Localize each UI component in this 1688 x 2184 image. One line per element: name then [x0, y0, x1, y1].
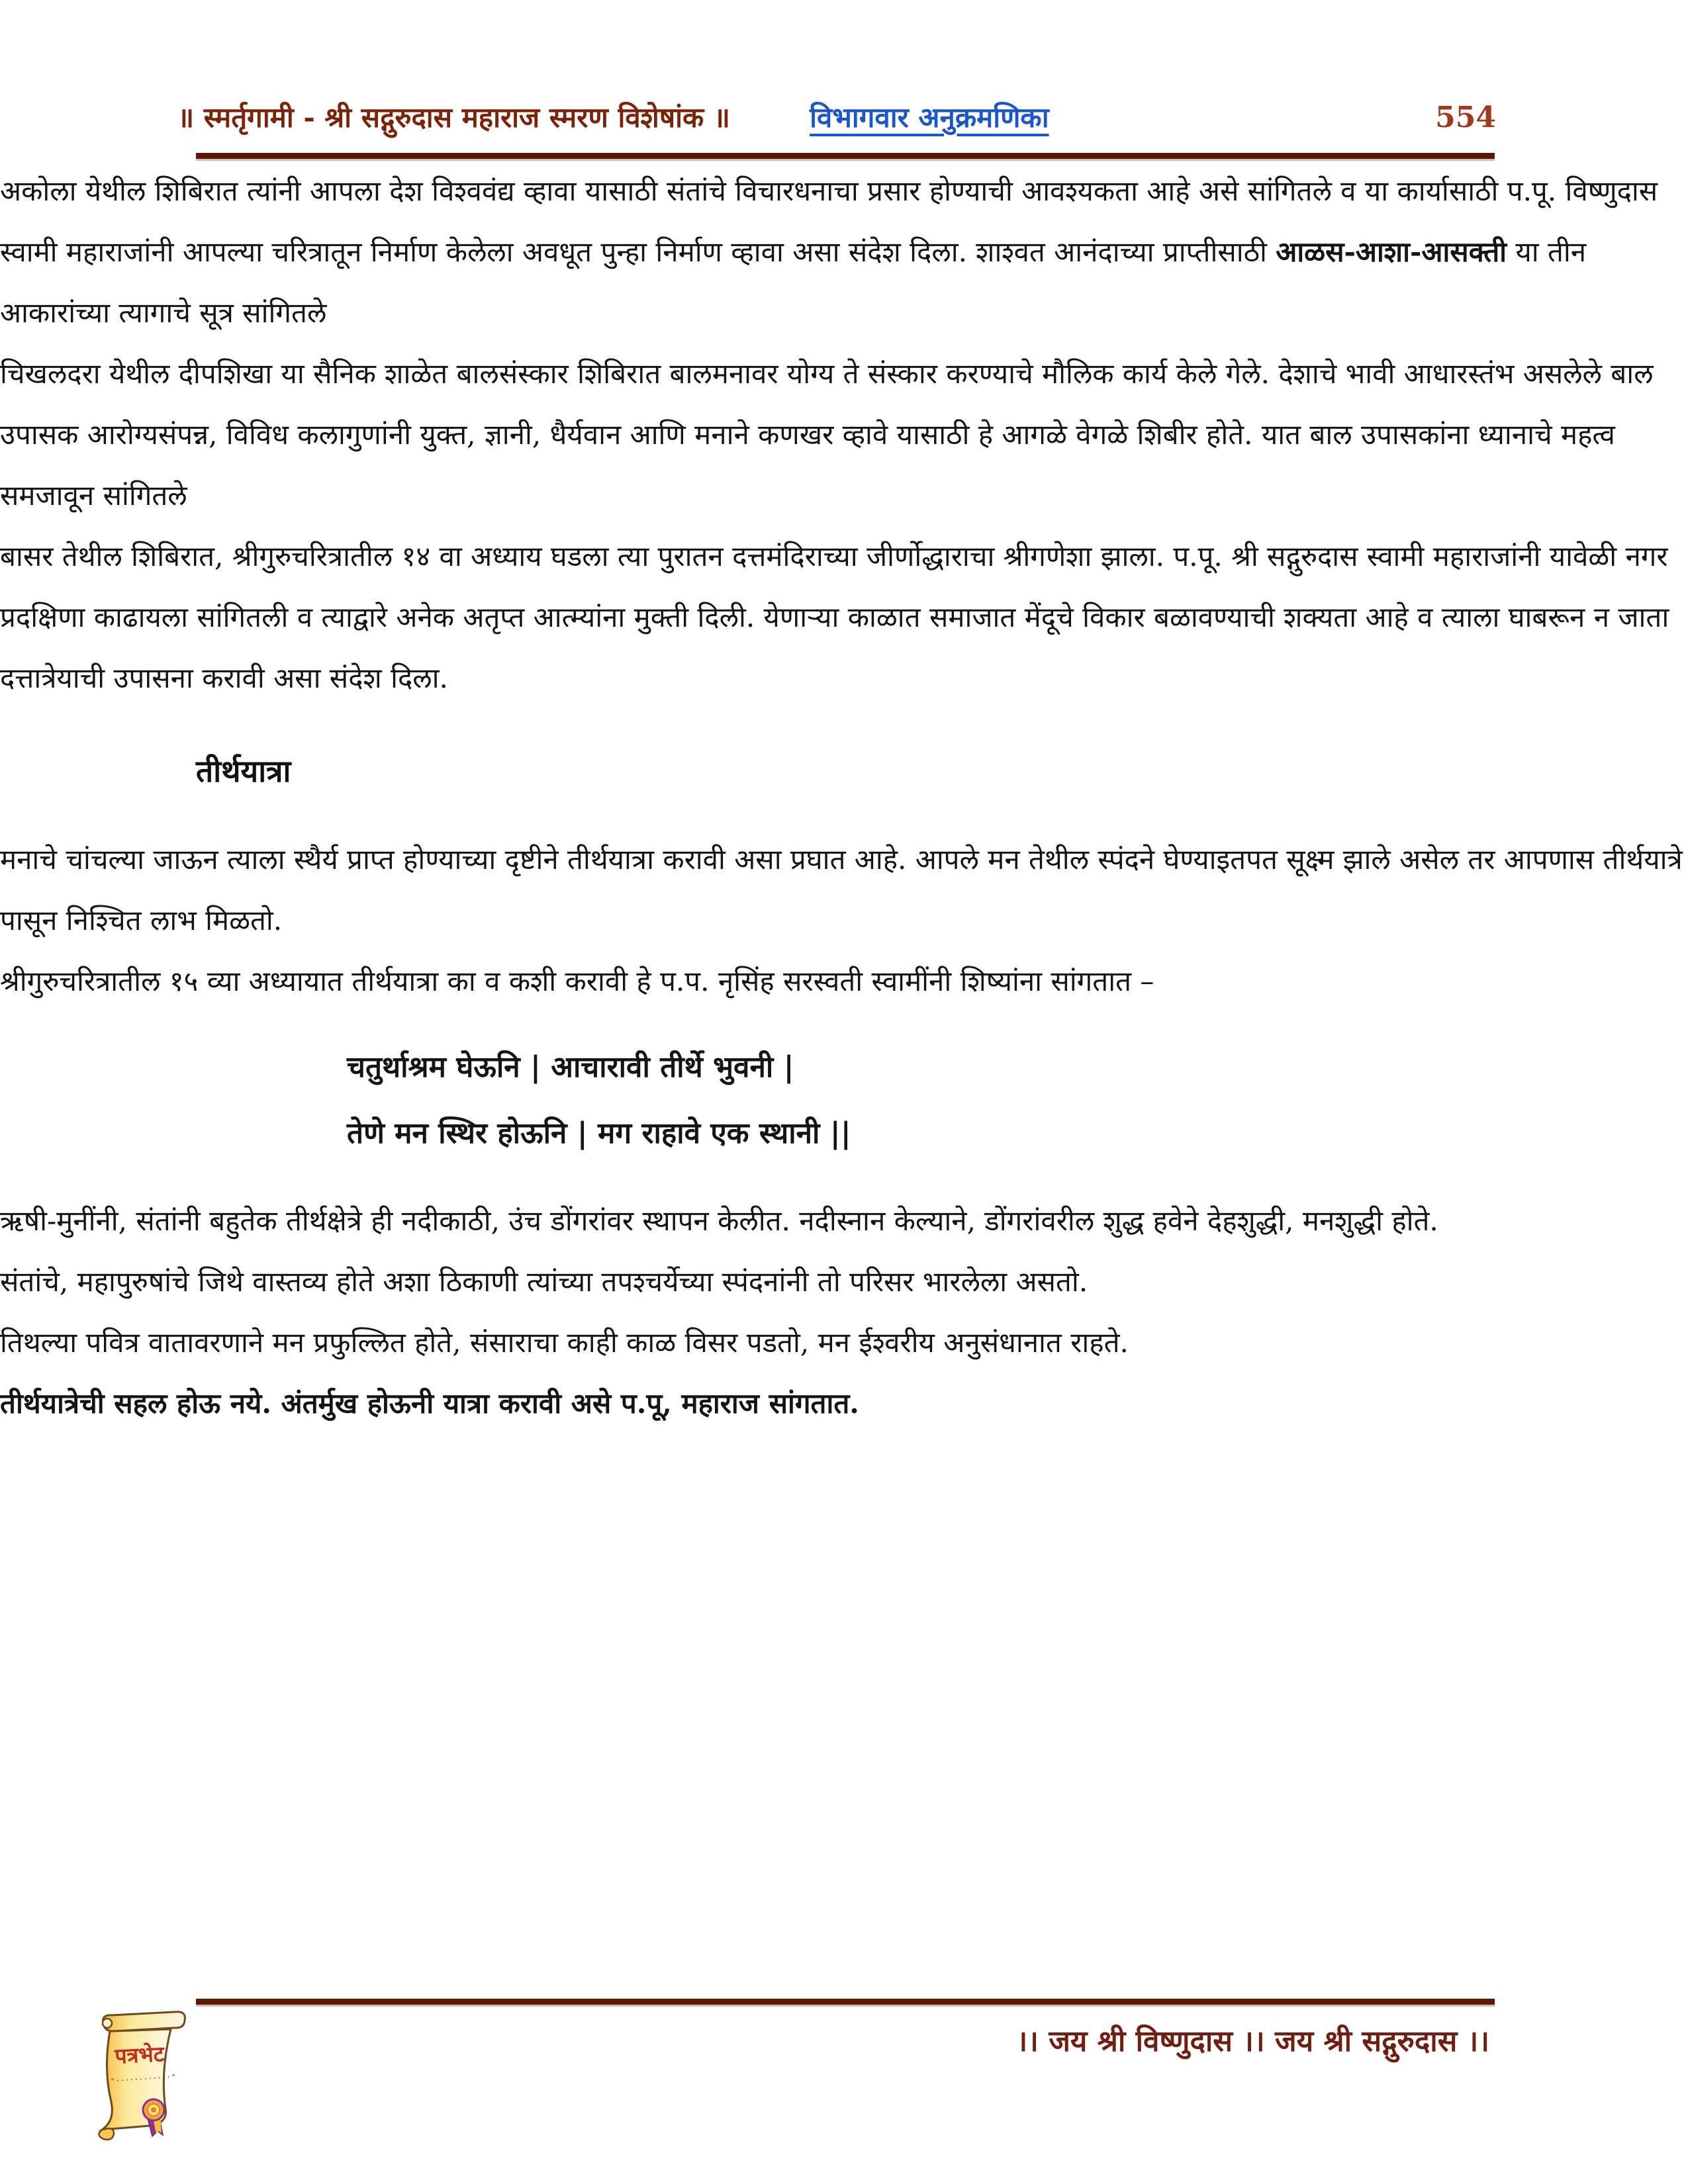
verse-line: चतुर्थाश्रम घेऊनि | आचारावी तीर्थे भुवनी |: [347, 1050, 794, 1084]
logo-title-text: पत्रभेट: [114, 2041, 165, 2069]
page-header: [0, 0, 1688, 136]
header-divider: [196, 153, 1495, 161]
list-item: ● बासर तेथील शिबिरात, श्रीगुरुचरित्रातील १४ वा अध्याय घडला त्या पुरातन दत्तमंदिराच्या जीर्णोद्धाराचा श्रीगणेशा झाला. प.पू. श्री सद्गुरुदास स्वामी महाराजांनी यावेळी नगर प्रदक्षिणा काढायला सांगितली व त्याद्वारे अनेक अतृप्त आत्म्यांना मुक्ती दिली. येणाऱ्या काळात समाजात मेंदूचे विकार बळावण्याची शक्यता आहे व त्याला घाबरून न जाता दत्तात्रेयाची उपासना करावी असा संदेश दिला.: [0, 526, 1688, 709]
shibir-bullet-list: [0, 161, 1688, 709]
scroll-icon: [83, 2009, 203, 2148]
list-item: ● ऋषी-मुनींनी, संतांनी बहुतेक तीर्थक्षेत्रे ही नदीकाठी, उंच डोंगरांवर स्थापन केलीत. नदीस्नान केल्याने, डोंगरांवरील शुद्ध हवेने देहशुद्धी, मनशुद्धी होते.: [0, 1191, 1688, 1251]
footer-divider: [196, 1999, 1495, 2007]
list-item-text: अकोला येथील शिबिरात त्यांनी आपला देश विश्ववंद्य व्हावा यासाठी संतांचे विचारधनाचा प्रसार होण्याची आवश्यकता आहे असे सांगितले व या कार्यासाठी प.पू. विष्णुदास स्वामी महाराजांनी आपल्या चरित्रातून निर्माण केलेला अवधूत पुन्हा निर्माण व्हावा असा संदेश दिला. शाश्वत आनंदाच्या प्राप्तीसाठी: [0, 175, 1658, 268]
page-number: 554: [1435, 101, 1496, 134]
toc-link[interactable]: विभागवार अनुक्रमणिका: [810, 101, 1049, 134]
list-item-bold-text: आळस-आशा-आसक्ती: [1276, 236, 1507, 268]
list-item: ● मनाचे चांचल्या जाऊन त्याला स्थैर्य प्राप्त होण्याच्या दृष्टीने तीर्थयात्रा करावी असा प्रघात आहे. आपले मन तेथील स्पंदने घेण्याइतपत सूक्ष्म झाले असेल तर आपणास तीर्थयात्रे पासून निश्चित लाभ मिळतो.: [0, 829, 1688, 951]
section-heading-tirthyatra: तीर्थयात्रा: [196, 753, 291, 789]
tirthyatra-bullet-list-continued: [0, 1191, 1688, 1434]
list-item: ● चिखलदरा येथील दीपशिखा या सैनिक शाळेत बालसंस्कार शिबिरात बालमनावर योग्य ते संस्कार करण्याचे मौलिक कार्य केले गेले. देशाचे भावी आधारस्तंभ असलेले बाल उपासक आरोग्यसंपन्न, विविध कलागुणांनी युक्त, ज्ञानी, धैर्यवान आणि मनाने कणखर व्हावे यासाठी हे आगळे वेगळे शिबीर होते. यात बाल उपासकांना ध्यानाचे महत्व समजावून सांगितले: [0, 343, 1688, 526]
list-item: ● तिथल्या पवित्र वातावरणाने मन प्रफुल्लित होते, संसाराचा काही काळ विसर पडतो, मन ईश्वरीय अनुसंधानात राहते.: [0, 1312, 1688, 1373]
verse-block: [347, 1034, 1688, 1167]
patrabhet-logo: [83, 2009, 203, 2148]
verse-line: तेणे मन स्थिर होऊनि | मग राहावे एक स्थानी ||: [347, 1116, 851, 1150]
logo-tagline-text: " · · · · · · · · · · · · ": [111, 2073, 176, 2085]
list-item: ● संतांचे, महापुरुषांचे जिथे वास्तव्य होते अशा ठिकाणी त्यांच्या तपश्चर्येच्या स्पंदनांनी तो परिसर भारलेला असतो.: [0, 1251, 1688, 1312]
page-title: ॥ स्मर्तृगामी - श्री सद्गुरुदास महाराज स्मरण विशेषांक ॥: [177, 101, 731, 134]
list-item-text: या तीन आकारांच्या त्यागाचे सूत्र सांगितले: [0, 236, 1587, 329]
list-item: ● श्रीगुरुचरित्रातील १५ व्या अध्यायात तीर्थयात्रा का व कशी करावी हे प.प. नृसिंह सरस्वती स्वामींनी शिष्यांना सांगतात –: [0, 951, 1688, 1012]
list-item-emphasis: ● तीर्थयात्रेची सहल होऊ नये. अंतर्मुख होऊनी यात्रा करावी असे प.पू, महाराज सांगतात.: [0, 1373, 1688, 1434]
tirthyatra-bullet-list: [0, 829, 1688, 1012]
rosette-icon: [143, 2099, 164, 2136]
footer-jay-text: ।। जय श्री विष्णुदास ।। जय श्री सद्गुरुदास ।।: [1016, 2025, 1489, 2058]
list-item: [0, 161, 1688, 343]
